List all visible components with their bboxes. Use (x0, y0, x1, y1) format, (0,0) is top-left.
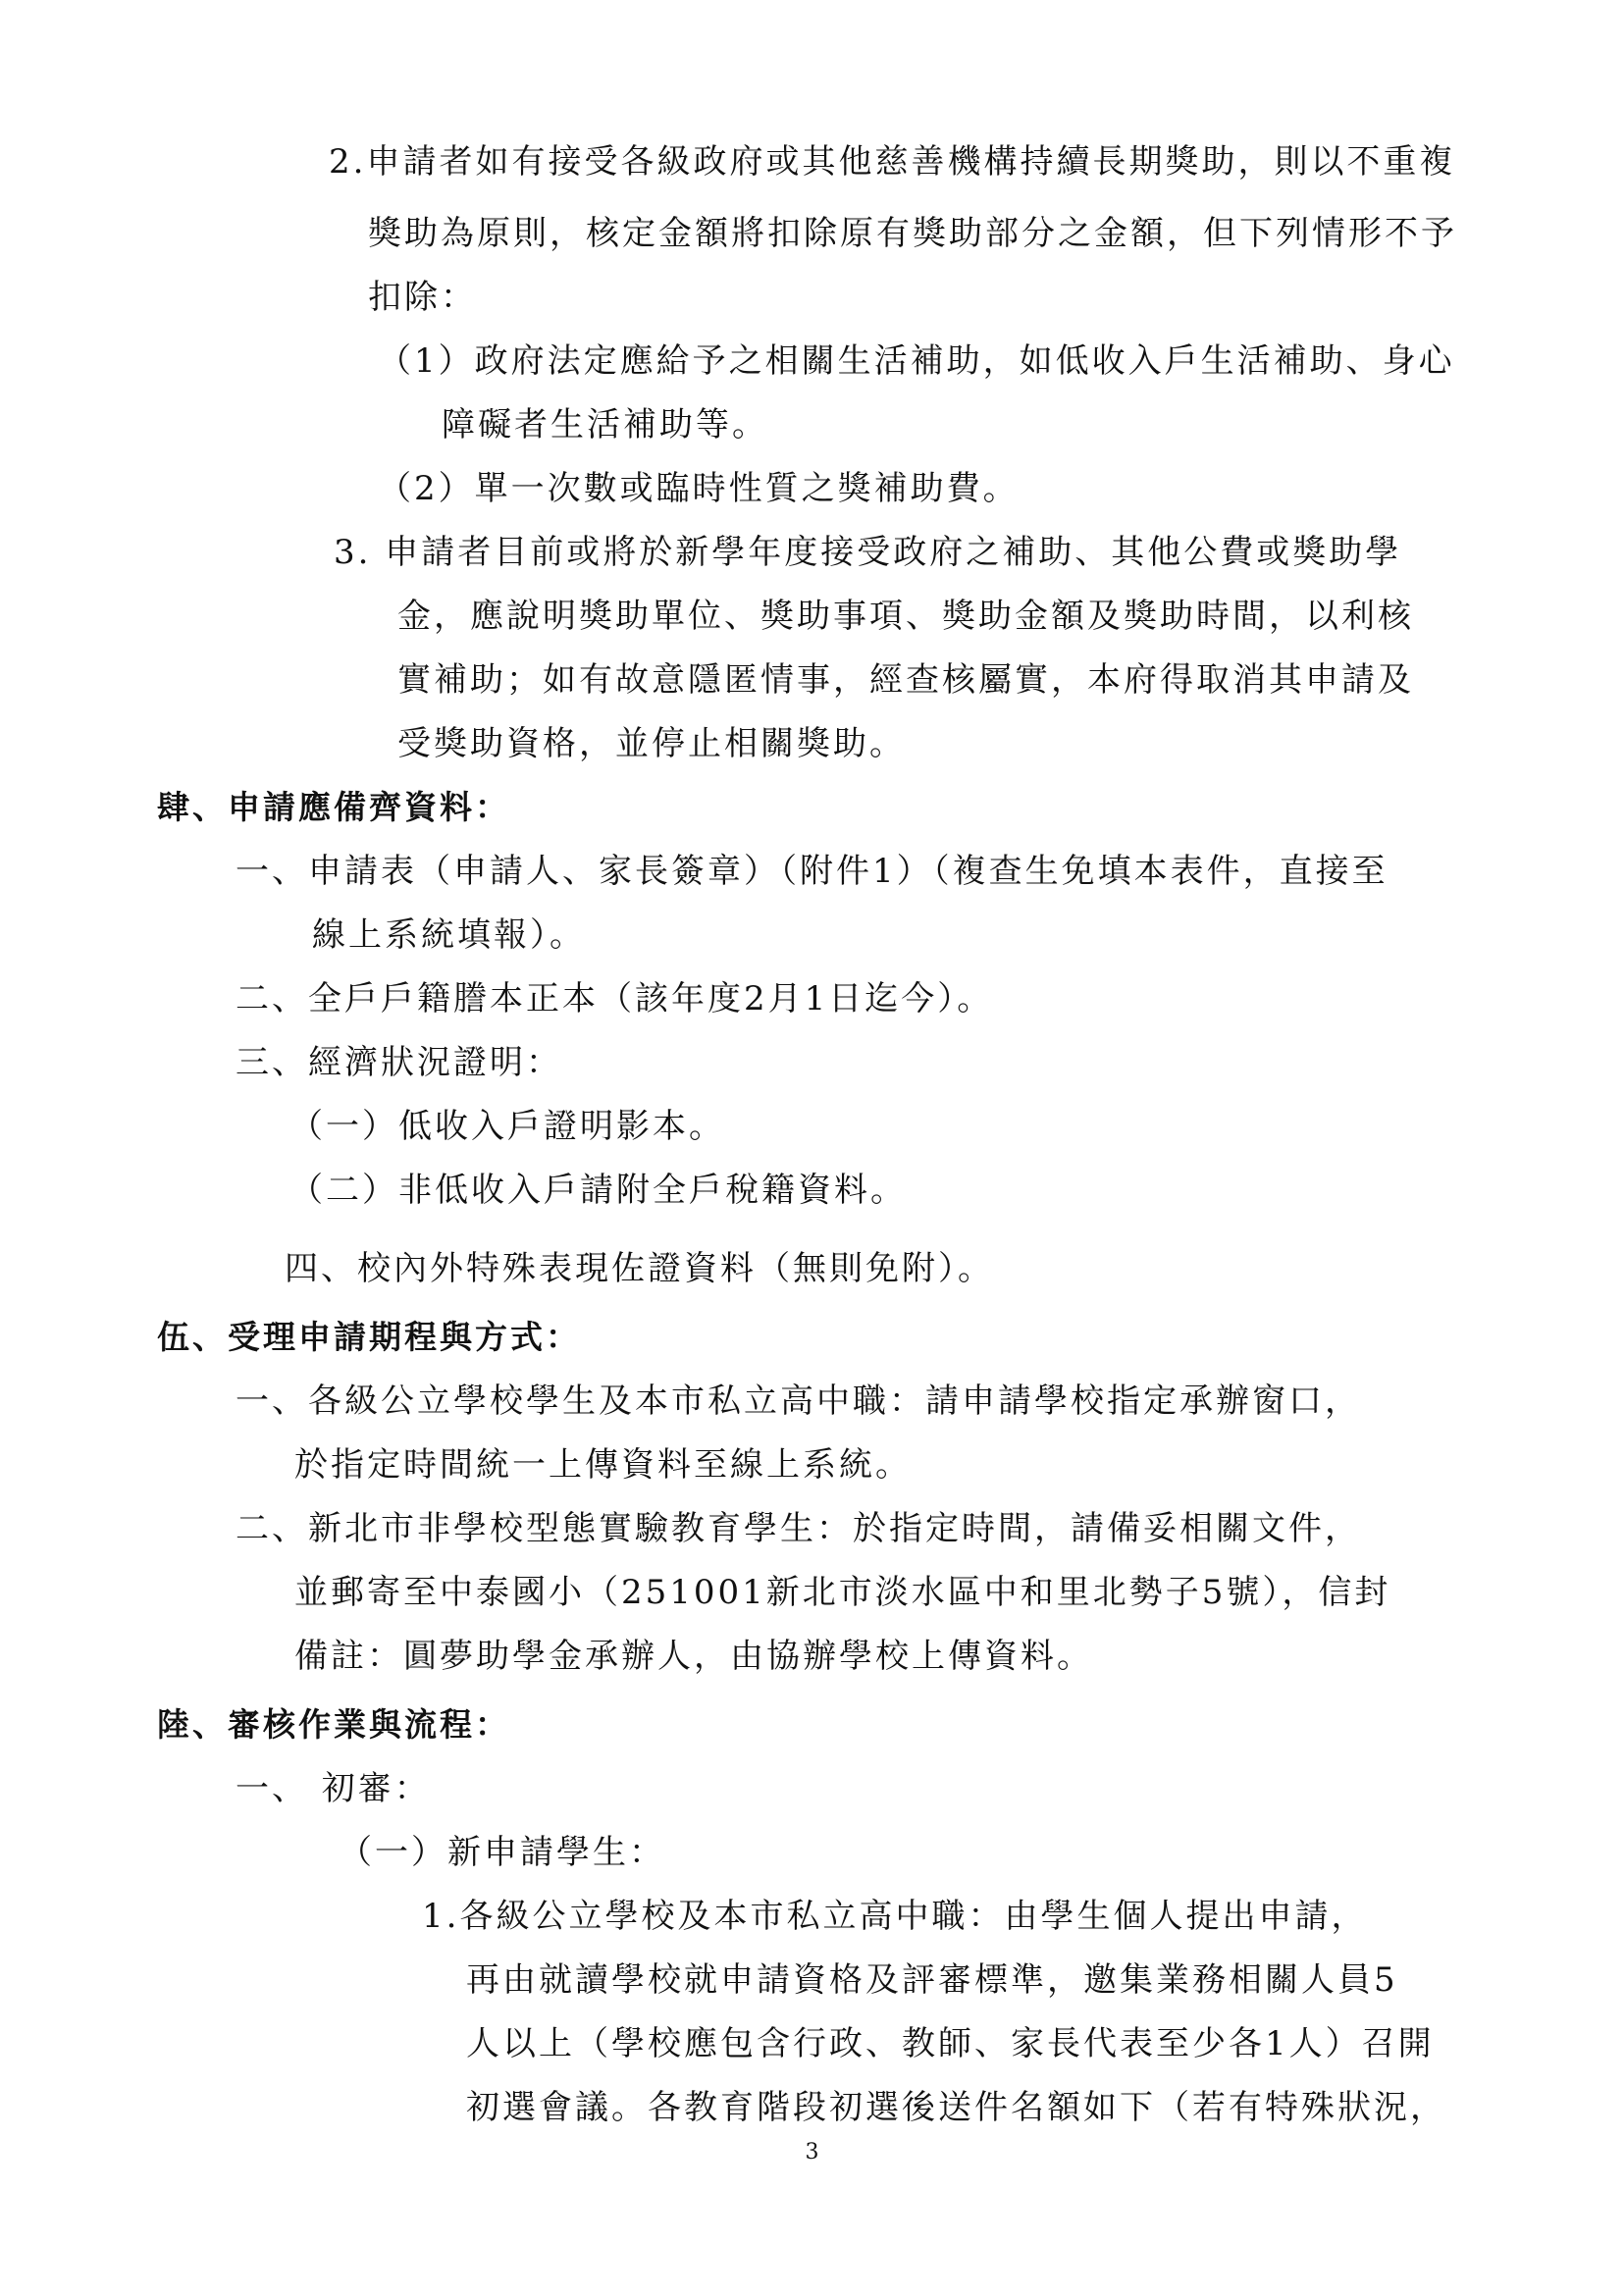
section-heading: 陸、審核作業與流程： (157, 1705, 510, 1744)
text-line: 一、申請表（申請人、家長簽章）（附件1）（複查生免填本表件，直接至 (236, 852, 1388, 891)
text-line: 金，應說明獎助單位、獎助事項、獎助金額及獎助時間，以利核 (397, 597, 1414, 636)
text-line: 獎助為原則，核定金額將扣除原有獎助部分之金額，但下列情形不予 (368, 214, 1457, 253)
page-number: 3 (805, 2140, 819, 2165)
text-line: 並郵寄至中泰國小（251001新北市淡水區中和里北勢子5號），信封 (294, 1573, 1391, 1612)
text-line: （二）非低收入戶請附全戶稅籍資料。 (289, 1171, 907, 1210)
text-line: 四、校內外特殊表現佐證資料（無則免附）。 (285, 1249, 994, 1288)
text-line: （1）政府法定應給予之相關生活補助，如低收入戶生活補助、身心 (378, 341, 1455, 381)
text-line: 障礙者生活補助等。 (442, 405, 768, 444)
text-line: 2.申請者如有接受各級政府或其他慈善機構持續長期獎助，則以不重複 (329, 142, 1456, 182)
text-line: （一）新申請學生： (339, 1833, 665, 1872)
text-line: 扣除： (368, 278, 477, 317)
text-line: 1.各級公立學校及本市私立高中職：由學生個人提出申請， (422, 1897, 1368, 1936)
text-line: 線上系統填報）。 (312, 915, 586, 955)
text-line: 三、經濟狀況證明： (236, 1043, 562, 1082)
text-line: （2）單一次數或臨時性質之獎補助費。 (378, 469, 1020, 508)
text-line: 二、全戶戶籍謄本正本（該年度2月1日迄今）。 (236, 979, 994, 1018)
text-line: 再由就讀學校就申請資格及評審標準，邀集業務相關人員5 (466, 1960, 1398, 2000)
text-line: 備註：圓夢助學金承辦人，由協辦學校上傳資料。 (294, 1637, 1093, 1676)
text-line: 於指定時間統一上傳資料至線上系統。 (294, 1445, 912, 1485)
text-line: 一、各級公立學校學生及本市私立高中職：請申請學校指定承辦窗口， (236, 1382, 1361, 1421)
section-heading: 伍、受理申請期程與方式： (157, 1318, 581, 1356)
text-line: 人以上（學校應包含行政、教師、家長代表至少各1人）召開 (466, 2024, 1435, 2063)
text-line: 二、新北市非學校型態實驗教育學生：於指定時間，請備妥相關文件， (236, 1509, 1361, 1548)
text-line: 初選會議。各教育階段初選後送件名額如下（若有特殊狀況， (466, 2088, 1446, 2127)
text-line: 一、 初審： (236, 1769, 431, 1808)
text-line: 實補助；如有故意隱匿情事，經查核屬實，本府得取消其申請及 (397, 660, 1414, 700)
section-heading: 肆、申請應備齊資料： (157, 788, 510, 826)
text-line: 受獎助資格，並停止相關獎助。 (397, 724, 906, 763)
text-line: （一）低收入戶證明影本。 (289, 1107, 725, 1146)
text-line: 3. 申請者目前或將於新學年度接受政府之補助、其他公費或獎助學 (334, 533, 1402, 572)
